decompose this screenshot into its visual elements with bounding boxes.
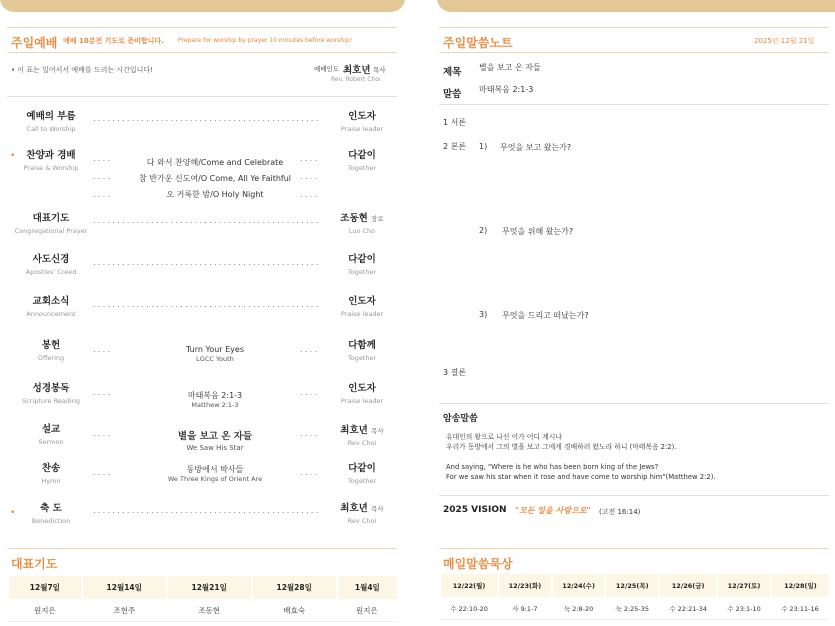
dotted-leader: ............................................... bbox=[93, 258, 321, 267]
order-title-praise: 찬양과 경배 Praise & Worship bbox=[23, 150, 79, 172]
vision-label: 2025 VISION bbox=[443, 505, 507, 515]
dotted-leader: .... bbox=[300, 468, 320, 477]
point-2-text: 무엇을 위해 왔는가? bbox=[502, 227, 574, 236]
leader-label: 예배인도 bbox=[314, 65, 340, 73]
point-2-number: 2) bbox=[479, 226, 488, 235]
leader-en: Rev. Robert Choi bbox=[331, 76, 381, 83]
table-header-cell: 12월14일 bbox=[82, 576, 167, 599]
conclusion-label: 3 결론 bbox=[443, 368, 467, 377]
divider bbox=[7, 96, 397, 97]
divider bbox=[439, 548, 829, 549]
standing-note: • 이 표는 일어서서 예배를 드리는 시간입니다! bbox=[11, 66, 154, 74]
praise-song-2: 참 반가운 신도여/O Come, All Ye Faithful bbox=[138, 174, 292, 183]
order-leader-hymn: 다같이 Together bbox=[347, 463, 377, 485]
table-header-cell: 12/28(일) bbox=[771, 574, 829, 597]
dotted-leader: ............................................... bbox=[93, 114, 321, 123]
table-header-cell: 12/26(금) bbox=[659, 574, 717, 597]
dotted-leader: .... bbox=[300, 429, 320, 438]
worship-subtitle-en: Prepare for worship by prayer 10 minutes before worship! bbox=[178, 37, 353, 44]
order-leader-sermon: 최호년 목사 Rev Choi bbox=[340, 425, 384, 447]
divider bbox=[439, 403, 829, 404]
topic-text: 별을 보고 온 자들 bbox=[479, 63, 541, 72]
order-leader-creed: 다같이 Together bbox=[347, 254, 377, 276]
offering-song: Turn Your Eyes LGCC Youth bbox=[185, 345, 244, 363]
order-leader-praise: 다같이 Together bbox=[347, 150, 377, 172]
table-cell: 사 9:1-7 bbox=[498, 597, 552, 620]
daily-meditation-table bbox=[439, 574, 829, 620]
dotted-leader: .... bbox=[93, 172, 113, 181]
order-title-call: 예배의 부름 Call to Worship bbox=[26, 111, 76, 133]
dotted-leader: .... bbox=[93, 154, 113, 163]
worship-title: 주일예배 bbox=[11, 36, 58, 50]
order-title-sermon: 설교 Sermon bbox=[38, 424, 64, 446]
order-title-creed: 사도신경 Apostles' Creed bbox=[25, 254, 77, 276]
order-title-benediction: 축 도 Benediction bbox=[31, 503, 71, 525]
divider bbox=[439, 104, 829, 105]
memory-verse-title: 암송말씀 bbox=[443, 414, 478, 424]
dotted-leader: .... bbox=[300, 154, 320, 163]
dotted-leader: .... bbox=[300, 388, 320, 397]
standing-bullet: • bbox=[10, 508, 16, 518]
worship-subtitle-ko: 예배 10분전 기도로 준비합니다. bbox=[63, 37, 164, 45]
order-title-prayer: 대표기도 Congregational Prayer bbox=[14, 213, 88, 235]
dotted-leader: .... bbox=[300, 345, 320, 354]
dotted-leader: .... bbox=[93, 429, 113, 438]
order-title-hymn: 찬송 Hymn bbox=[41, 463, 61, 485]
dotted-leader: .... bbox=[93, 468, 113, 477]
divider bbox=[439, 52, 829, 53]
divider bbox=[7, 27, 397, 28]
table-header-cell: 12/23(화) bbox=[498, 574, 552, 597]
dotted-leader: ............................................... bbox=[93, 506, 321, 515]
order-leader-scripture: 인도자 Praise leader bbox=[340, 383, 384, 405]
sermon-title: 별을 보고 온 자들 We Saw His Star bbox=[177, 431, 253, 452]
table-cell: 원지은 bbox=[8, 599, 82, 622]
vision-reference: (고전 16:14) bbox=[599, 508, 641, 516]
table-header-cell: 12/25(목) bbox=[605, 574, 659, 597]
table-cell: 수 22:10-20 bbox=[440, 597, 498, 620]
topic-label: 제목 bbox=[443, 67, 462, 78]
praise-song-3: 오 거룩한 밤/O Holy Night bbox=[166, 190, 264, 199]
table-row bbox=[440, 597, 829, 620]
table-cell: 수 23:11-16 bbox=[771, 597, 829, 620]
leader-title: 목사 bbox=[373, 66, 386, 74]
dotted-leader: .... bbox=[300, 190, 320, 199]
table-header-row bbox=[8, 576, 397, 599]
dotted-leader: ............................................... bbox=[93, 300, 321, 309]
table-header-row bbox=[440, 574, 829, 597]
order-leader-prayer: 조동현 장로 Luo Cho bbox=[340, 213, 384, 235]
order-leader-call: 인도자 Praise leader bbox=[340, 111, 384, 133]
table-row bbox=[8, 599, 397, 622]
sermon-note-title: 주일말씀노트 bbox=[443, 36, 513, 50]
table-header-cell: 1월4일 bbox=[337, 576, 397, 599]
point-1-number: 1) bbox=[479, 142, 488, 151]
divider bbox=[7, 52, 397, 53]
table-cell: 원지은 bbox=[337, 599, 397, 622]
table-header-cell: 12월28일 bbox=[252, 576, 337, 599]
intro-label: 1 서론 bbox=[443, 118, 467, 127]
sermon-note-date: 2025년 12월 21일 bbox=[754, 37, 815, 45]
dotted-leader: .... bbox=[93, 345, 113, 354]
table-header-cell: 12월7일 bbox=[8, 576, 82, 599]
table-header-cell: 12월21일 bbox=[167, 576, 252, 599]
memory-verse-en: And saying, "Where is he who has been born king of the Jews? For we saw his star when it rose and have come to worship him"(Matthew 2:2). bbox=[446, 463, 716, 481]
praise-song-1: 다 와서 찬양해/Come and Celebrate bbox=[146, 158, 284, 167]
table-header-cell: 12/27(토) bbox=[717, 574, 771, 597]
table-header-cell: 12/22(월) bbox=[440, 574, 498, 597]
dotted-leader: ............................................... bbox=[93, 216, 321, 225]
divider bbox=[7, 548, 397, 549]
table-cell: 배효숙 bbox=[252, 599, 337, 622]
order-leader-offering: 다함께 Together bbox=[347, 340, 377, 362]
table-cell: 눅 2:25-35 bbox=[605, 597, 659, 620]
dotted-leader: .... bbox=[93, 388, 113, 397]
table-header-cell: 12/24(수) bbox=[552, 574, 606, 597]
prayer-schedule-title: 대표기도 bbox=[11, 557, 58, 571]
order-title-announcement: 교회소식 Announcement bbox=[26, 296, 76, 318]
left-top-tab bbox=[0, 0, 405, 12]
memory-verse-ko: 유대인의 왕으로 나신 이가 어디 계시냐 우리가 동방에서 그의 별을 보고 그에게 경배하러 왔노라 하니 (마태복음 2:2). bbox=[446, 433, 677, 451]
point-3-number: 3) bbox=[479, 310, 488, 319]
order-title-offering: 봉헌 Offering bbox=[37, 340, 65, 362]
right-top-tab bbox=[437, 0, 835, 12]
order-leader-benediction: 최호년 목사 Rev Choi bbox=[340, 503, 384, 525]
table-cell: 수 23:1-10 bbox=[717, 597, 771, 620]
point-1-text: 무엇을 보고 왔는가? bbox=[500, 143, 572, 152]
divider bbox=[439, 27, 829, 28]
table-cell: 조현주 bbox=[82, 599, 167, 622]
hymn-title: 동방에서 박사들 We Three Kings of Orient Are bbox=[167, 465, 263, 483]
table-cell: 눅 2:8-20 bbox=[552, 597, 606, 620]
table-cell: 조동현 bbox=[167, 599, 252, 622]
verse-text: 마태복음 2:1-3 bbox=[479, 85, 534, 94]
divider bbox=[439, 495, 829, 496]
daily-meditation-title: 매일말씀묵상 bbox=[443, 557, 513, 571]
prayer-schedule-table bbox=[7, 576, 397, 622]
order-title-scripture: 성경봉독 Scripture Reading bbox=[22, 383, 80, 405]
order-leader-announcement: 인도자 Praise leader bbox=[340, 296, 384, 318]
leader-name: 최호년 bbox=[343, 65, 371, 76]
verse-label: 말씀 bbox=[443, 89, 462, 100]
standing-bullet: • bbox=[10, 151, 16, 161]
body-label: 2 본론 bbox=[443, 142, 467, 151]
dotted-leader: .... bbox=[300, 172, 320, 181]
table-cell: 수 22:21-34 bbox=[659, 597, 717, 620]
vision-quote: "모든 일을 사랑으로" bbox=[515, 506, 591, 515]
scripture-passage: 마태복음 2:1-3 Matthew 2:1-3 bbox=[187, 391, 243, 409]
dotted-leader: .... bbox=[93, 190, 113, 199]
point-3-text: 무엇을 드리고 떠났는가? bbox=[502, 311, 589, 320]
